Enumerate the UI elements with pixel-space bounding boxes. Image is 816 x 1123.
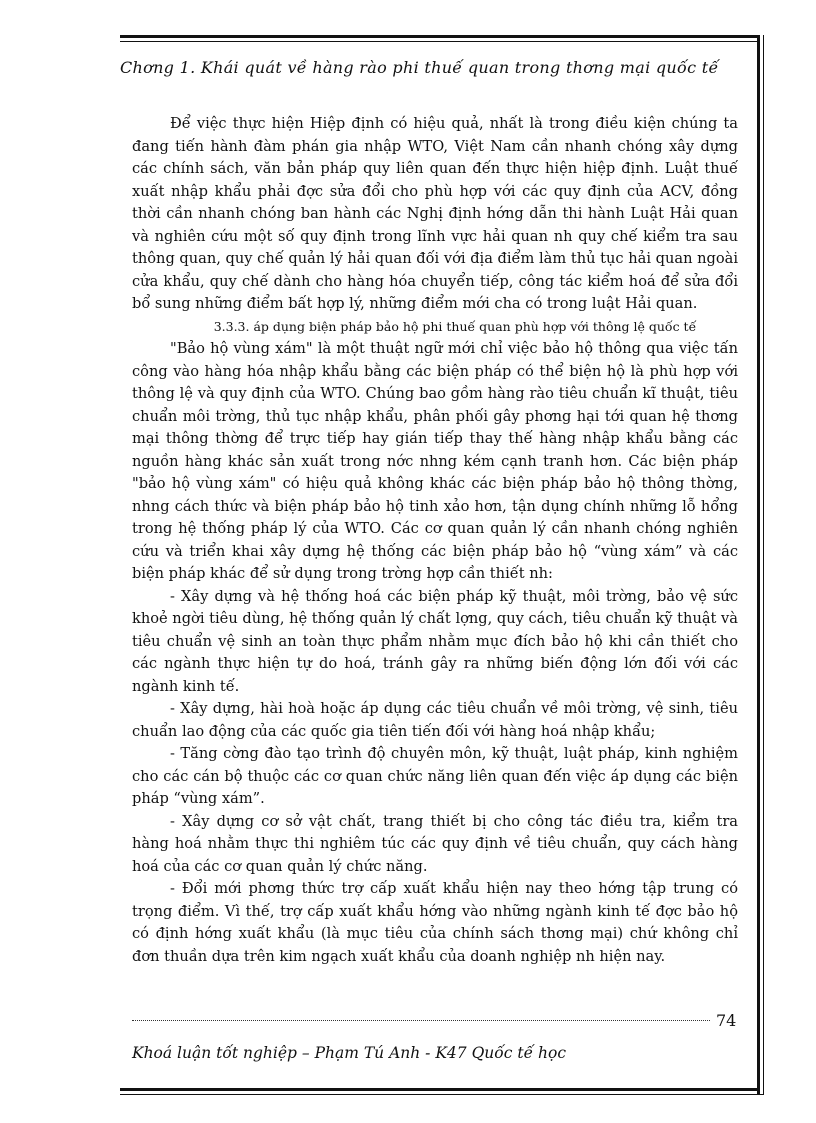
paragraph-2: "Bảo hộ vùng xám" là một thuật ngữ mới chỉ việc bảo hộ thông qua việc tấn công vào hàng hóa nhập khẩu bằng các biện pháp có thể biện hộ là phù hợp với thông lệ và quy định của WTO. Chúng bao gồm hàng rào tiêu chuẩn kĩ thuật, tiêu chuẩn môi trờng, thủ tục nhập khẩu, phân phối gây phơng hại tới quan hệ thơng mại thông thờng để trực tiếp hay gián tiếp thay thế hàng nhập khẩu bằng các nguồn hàng khác sản xuất trong nớc nhng kém cạnh tranh hơn. Các biện pháp "bảo hộ vùng xám" có hiệu quả không khác các biện pháp bảo hộ thông thờng, nhng cách thức và biện pháp bảo hộ tinh xảo hơn, tận dụng chính những lỗ hổng trong hệ thống pháp lý của WTO. Các cơ quan quản lý cần nhanh chóng nghiên cứu và triển khai xây dựng hệ thống các biện pháp bảo hộ “vùng xám” và các biện pháp khác để sử dụng trong trờng hợp cần thiết nh: bbox=[132, 340, 738, 582]
footer-dotted-rule bbox=[132, 1020, 710, 1021]
bullet-item-3: - Tăng cờng đào tạo trình độ chuyên môn, kỹ thuật, luật pháp, kinh nghiệm cho các cán bộ thuộc các cơ quan chức năng liên quan đến việc áp dụng các biện pháp “vùng xám”. bbox=[132, 745, 738, 807]
section-heading: 3.3.3. áp dụng biện pháp bảo hộ phi thuế quan phù hợp với thông lệ quốc tế bbox=[213, 318, 697, 334]
frame-border-right bbox=[757, 35, 760, 1095]
frame-border-bottom-inner bbox=[120, 1094, 763, 1095]
running-footer: Khoá luận tốt nghiệp – Phạm Tú Anh - K47 Quốc tế học bbox=[132, 1044, 567, 1062]
paragraph-1: Để việc thực hiện Hiệp định có hiệu quả, nhất là trong điều kiện chúng ta đang tiến hành đàm phán gia nhập WTO, Việt Nam cần nhanh chóng xây dựng các chính sách, văn bản pháp quy liên quan đến thực hiện hiệp định. Luật thuế xuất nhập khẩu phải đợc sửa đổi cho phù hợp với các quy định của ACV, đồng thời cần nhanh chóng ban hành các Nghị định hớng dẫn thi hành Luật Hải quan và nghiên cứu một số quy định trong lĩnh vực hải quan nh quy chế kiểm tra sau thông quan, quy chế quản lý hải quan đối với địa điểm làm thủ tục hải quan ngoài cửa khẩu, quy chế dành cho hàng hóa chuyển tiếp, công tác kiểm hoá để sửa đổi bổ sung những điểm bất hợp lý, những điểm mới cha có trong luật Hải quan. bbox=[132, 115, 739, 312]
document-body bbox=[132, 113, 738, 968]
bullet-item-2: - Xây dựng, hài hoà hoặc áp dụng các tiêu chuẩn về môi trờng, vệ sinh, tiêu chuẩn lao động của các quốc gia tiên tiến đối với hàng hoá nhập khẩu; bbox=[132, 700, 738, 740]
frame-border-bottom bbox=[120, 1088, 760, 1091]
running-header: Chơng 1. Khái quát về hàng rào phi thuế quan trong thơng mại quốc tế bbox=[120, 58, 719, 77]
bullet-item-5: - Đổi mới phơng thức trợ cấp xuất khẩu hiện nay theo hớng tập trung có trọng điểm. Vì thế, trợ cấp xuất khẩu hớng vào những ngành kinh tế đợc bảo hộ có định hớng xuất khẩu (là mục tiêu của chính sách thơng mại) chứ không chỉ đơn thuần dựa trên kim ngạch xuất khẩu của doanh nghiệp nh hiện nay. bbox=[132, 880, 738, 965]
frame-border-top bbox=[120, 35, 760, 38]
frame-border-right-inner bbox=[763, 35, 764, 1095]
page-number: 74 bbox=[716, 1011, 737, 1030]
bullet-item-4: - Xây dựng cơ sở vật chất, trang thiết bị cho công tác điều tra, kiểm tra hàng hoá nhằm thực thi nghiêm túc các quy định về tiêu chuẩn, quy cách hàng hoá của các cơ quan quản lý chức năng. bbox=[132, 812, 738, 875]
frame-border-top-inner bbox=[120, 41, 760, 42]
bullet-item-1: - Xây dựng và hệ thống hoá các biện pháp kỹ thuật, môi trờng, bảo vệ sức khoẻ ngời tiêu dùng, hệ thống quản lý chất lợng, quy cách, tiêu chuẩn kỹ thuật và tiêu chuẩn vệ sinh an toàn thực phẩm nhằm mục đích bảo hộ khi cần thiết cho các ngành thực hiện tự do hoá, tránh gây ra những biến động lớn đối với các ngành kinh tế. bbox=[132, 587, 738, 695]
